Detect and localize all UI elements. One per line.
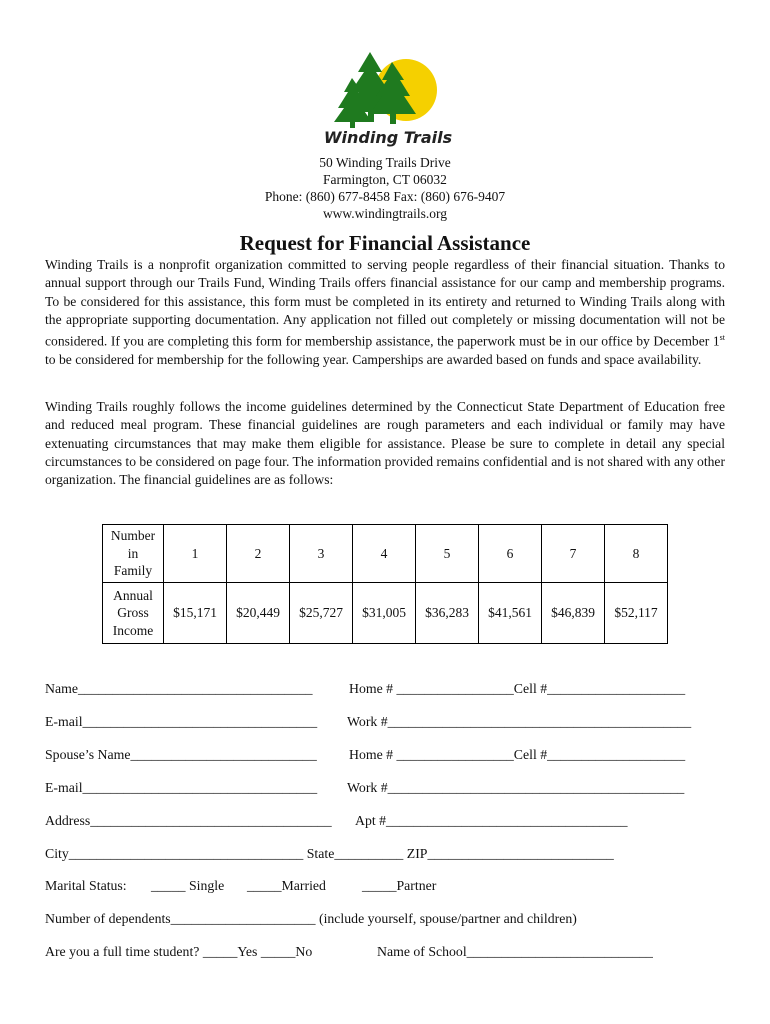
address-city: Farmington, CT 06032 — [323, 172, 447, 187]
income-cell: $15,171 — [164, 583, 227, 644]
school-name-field[interactable]: Name of School___________________________ — [377, 944, 653, 959]
family-cell: 4 — [353, 525, 416, 583]
income-cell: $41,561 — [479, 583, 542, 644]
income-cell: $31,005 — [353, 583, 416, 644]
apt-field[interactable]: Apt #___________________________________ — [355, 813, 628, 828]
family-cell: 5 — [416, 525, 479, 583]
family-cell: 2 — [227, 525, 290, 583]
address-field[interactable]: Address___________________________________ — [45, 813, 332, 828]
city-state-zip-field[interactable]: City__________________________________ State__________ ZIP___________________________ — [45, 846, 614, 861]
marital-single-option[interactable]: _____ Single — [151, 878, 225, 893]
spouse-email-field[interactable]: E-mail__________________________________ — [45, 780, 318, 795]
email-field[interactable]: E-mail__________________________________ — [45, 714, 318, 729]
header-line: Gross — [117, 605, 149, 621]
full-time-student-field[interactable]: Are you a full time student? _____Yes _____No — [45, 944, 313, 959]
guidelines-paragraph: Winding Trails roughly follows the income guidelines determined by the Connecticut State Department of Education free and reduced meal program. These financial guidelines are rough parameters and each individual or family may have extenuating circumstances that may make them eligible for assistance. Please be sure to complete in detail any special circumstances to be considered on page four. The information provided remains confidential and is not shared with any other organization. The financial guidelines are as follows: — [45, 399, 725, 488]
income-cell: $20,449 — [227, 583, 290, 644]
marital-status-label: Marital Status: — [45, 878, 127, 893]
spouse-name-field[interactable]: Spouse’s Name___________________________ — [45, 747, 317, 762]
logo — [318, 50, 458, 150]
intro-text: Winding Trails is a nonprofit organization committed to serving people regardless of their financial situation. Thanks to annual support through our Trails Fund, Winding Trails offers financial assistance for our camp and membership programs. To be considered for this assistance, this form must be completed in its entirety and returned to Winding Trails along with the appropriate supporting documentation. Any application not filled out completely or missing documentation will not be considered. If you are completing this form for membership assistance, the paperwork must be in our office by December 1 — [45, 257, 725, 349]
income-cell: $52,117 — [605, 583, 668, 644]
family-header-cell — [103, 525, 164, 583]
marital-partner-option[interactable]: _____Partner — [362, 878, 437, 893]
home-cell-field[interactable]: Home # _________________Cell #____________________ — [349, 681, 686, 696]
family-cell: 7 — [542, 525, 605, 583]
address-street: 50 Winding Trails Drive — [319, 155, 451, 170]
header-line: Income — [112, 622, 154, 638]
address-web: www.windingtrails.org — [322, 206, 448, 221]
marital-married-option[interactable]: _____Married — [247, 878, 326, 893]
work-field[interactable]: Work #____________________________________________ — [347, 714, 692, 729]
family-cell: 6 — [479, 525, 542, 583]
income-cell: $46,839 — [542, 583, 605, 644]
family-cell: 3 — [290, 525, 353, 583]
table-row — [103, 583, 668, 644]
header-line: in — [127, 545, 139, 561]
address-phone: Phone: (860) 677-8458 Fax: (860) 676-9407 — [264, 189, 506, 204]
dependents-field[interactable]: Number of dependents_____________________ (include yourself, spouse/partner and children) — [45, 911, 577, 926]
spouse-work-field[interactable]: Work #___________________________________________ — [347, 780, 685, 795]
income-cell: $25,727 — [290, 583, 353, 644]
intro-text-end: to be considered for membership for the following year. Camperships are awarded based on funds and space availability. — [45, 352, 702, 368]
header-line: Number — [110, 528, 156, 544]
income-table — [102, 524, 668, 644]
intro-sup: st — [719, 333, 725, 343]
intro-paragraph — [45, 256, 725, 369]
name-field[interactable]: Name__________________________________ — [45, 681, 313, 696]
header-line: Annual — [113, 587, 153, 603]
income-cell: $36,283 — [416, 583, 479, 644]
income-header-cell — [103, 583, 164, 644]
page-title: Request for Financial Assistance — [239, 231, 531, 255]
header-line: Family — [113, 563, 153, 579]
family-cell: 8 — [605, 525, 668, 583]
spouse-home-cell-field[interactable]: Home # _________________Cell #____________________ — [349, 747, 686, 762]
logo-text: Winding Trails — [323, 128, 453, 147]
table-row — [103, 525, 668, 583]
family-cell: 1 — [164, 525, 227, 583]
